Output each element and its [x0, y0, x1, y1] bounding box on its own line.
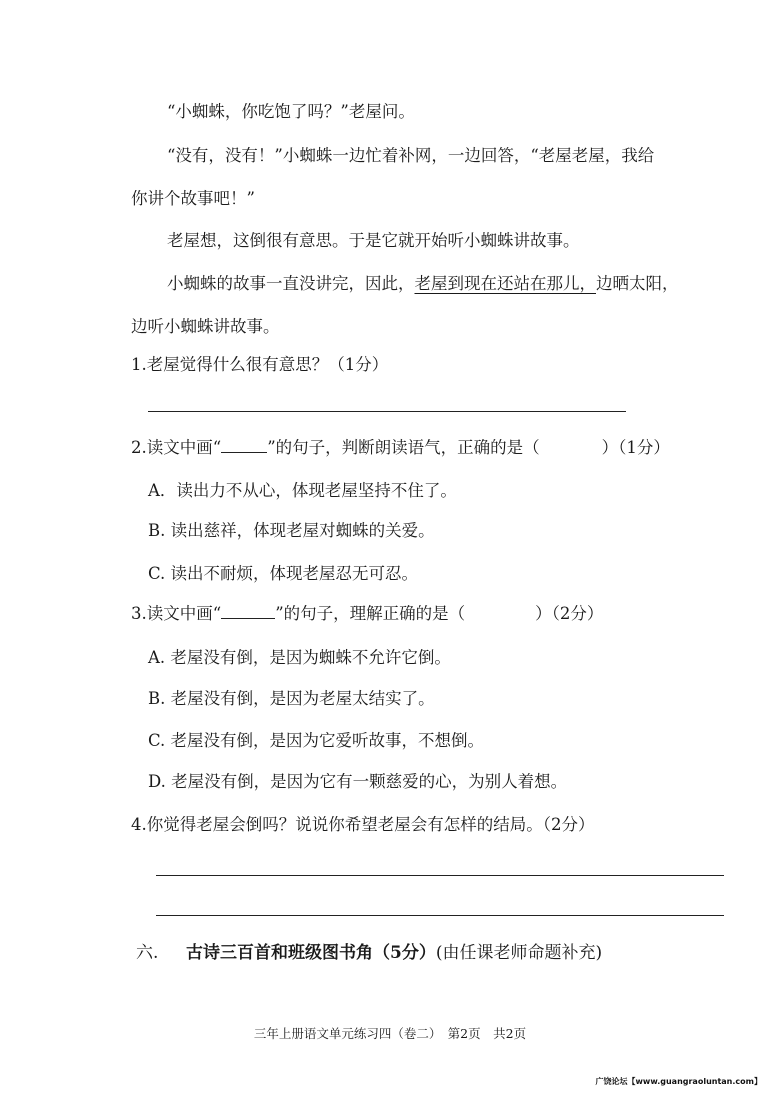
- question-2-option-b: B. 读出慈祥，体现老屋对蜘蛛的关爱。: [148, 521, 435, 540]
- question-score: ）（2分）: [535, 604, 604, 623]
- question-text: 2.读文中画“: [131, 438, 222, 457]
- passage-paragraph-4-line-2: 边听小蜘蛛讲故事。: [131, 317, 280, 336]
- question-3-option-d: D. 老屋没有倒，是因为它有一颗慈爱的心，为别人着想。: [148, 772, 568, 791]
- passage-paragraph-2-line-1: “没有，没有！”小蜘蛛一边忙着补网，一边回答，“老屋老屋，我给: [167, 146, 655, 165]
- page-footer: 三年上册语文单元练习四（卷二） 第2页 共2页: [253, 1026, 527, 1041]
- question-2-option-a: A．读出力不从心，体现老屋坚持不住了。: [148, 481, 457, 500]
- underlined-sentence: 老屋到现在还站在那儿，: [414, 274, 596, 293]
- watermark: 广饶论坛【www.guangraoluntan.com】: [595, 1077, 762, 1086]
- underline-blank: [221, 604, 275, 619]
- passage-text: 小蜘蛛的故事一直没讲完，因此，: [167, 274, 415, 293]
- section-title: 古诗三百首和班级图书角（5分）: [186, 943, 436, 963]
- answer-line-4a[interactable]: [156, 875, 724, 876]
- underline-blank: [221, 438, 267, 453]
- question-3-option-b: B. 老屋没有倒，是因为老屋太结实了。: [148, 689, 435, 708]
- section-6-heading: [136, 941, 602, 965]
- answer-line-1[interactable]: [148, 411, 626, 412]
- passage-text: 边晒太阳，: [596, 274, 679, 293]
- question-2-option-c: C. 读出不耐烦，体现老屋忍无可忍。: [148, 564, 419, 583]
- question-3-option-a: A. 老屋没有倒，是因为蜘蛛不允许它倒。: [148, 648, 451, 667]
- answer-line-4b[interactable]: [156, 915, 724, 916]
- question-text: ”的句子，判断朗读语气，正确的是（: [267, 438, 540, 457]
- passage-paragraph-1: “小蜘蛛，你吃饱了吗？”老屋问。: [167, 102, 415, 121]
- question-1: 1.老屋觉得什么很有意思？（1分）: [131, 355, 389, 374]
- passage-paragraph-4-line-1: [167, 273, 679, 295]
- passage-paragraph-2-line-2: 你讲个故事吧！”: [131, 189, 255, 208]
- question-score: ）（1分）: [601, 438, 670, 457]
- question-4: 4.你觉得老屋会倒吗？说说你希望老屋会有怎样的结局。（2分）: [131, 815, 595, 834]
- question-3: [131, 603, 603, 625]
- question-3-option-c: C. 老屋没有倒，是因为它爱听故事，不想倒。: [148, 731, 485, 750]
- section-number: 六.: [136, 943, 159, 963]
- section-note: (由任课老师命题补充): [435, 943, 603, 963]
- question-text: 3.读文中画“: [131, 604, 222, 623]
- passage-paragraph-3: 老屋想，这倒很有意思。于是它就开始听小蜘蛛讲故事。: [167, 231, 580, 250]
- question-2: [131, 437, 670, 459]
- question-text: ”的句子，理解正确的是（: [275, 604, 466, 623]
